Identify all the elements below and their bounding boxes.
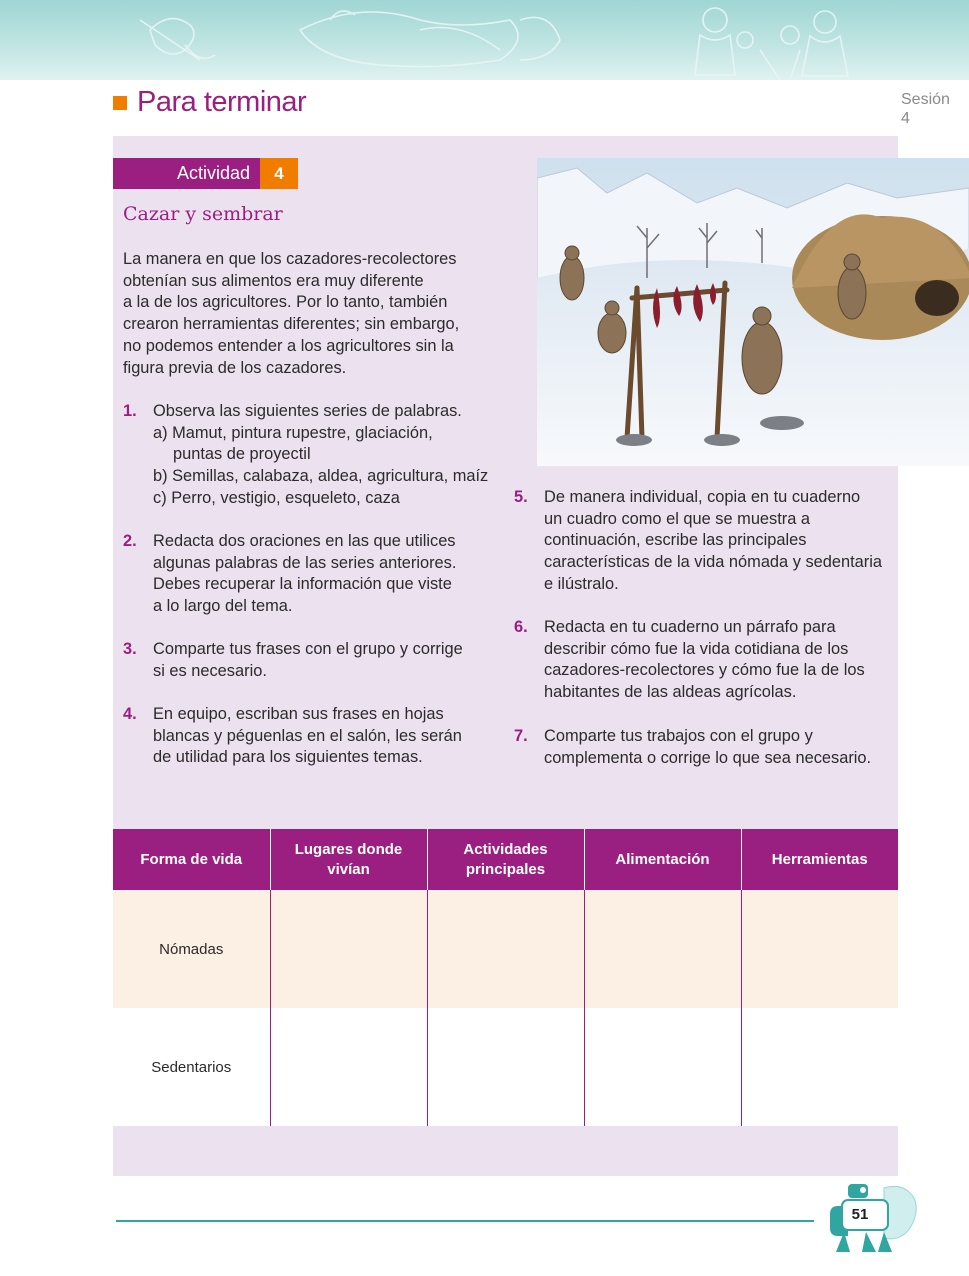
item-number: 1. bbox=[123, 402, 137, 420]
table-cell bbox=[270, 890, 427, 1008]
table-row bbox=[113, 890, 898, 1008]
item-number: 6. bbox=[514, 618, 528, 636]
intro-line: obtenían sus alimentos era muy diferente bbox=[123, 271, 424, 290]
item-line: describir cómo fue la vida cotidiana de los bbox=[544, 639, 849, 658]
item-line: a lo largo del tema. bbox=[153, 597, 293, 616]
item-line: habitantes de las aldeas agrícolas. bbox=[544, 683, 797, 702]
item-number: 3. bbox=[123, 640, 137, 658]
footer-divider bbox=[116, 1220, 814, 1222]
intro-line: a la de los agricultores. Por lo tanto, también bbox=[123, 293, 448, 312]
hunters-camp-illustration bbox=[537, 158, 969, 466]
comparison-table bbox=[113, 829, 898, 1126]
item-line: algunas palabras de las series anteriores. bbox=[153, 553, 457, 572]
session-number: 4 bbox=[901, 110, 910, 127]
page-number: 51 bbox=[851, 1206, 869, 1223]
item-line: Redacta en tu cuaderno un párrafo para bbox=[544, 618, 836, 636]
item-line: un cuadro como el que se muestra a bbox=[544, 509, 811, 528]
item-text bbox=[544, 617, 898, 704]
intro-paragraph bbox=[123, 249, 503, 379]
section-heading bbox=[113, 86, 306, 119]
item-line: De manera individual, copia en tu cuaderno bbox=[544, 488, 861, 506]
table-header-cell: Alimentación bbox=[584, 829, 741, 890]
section-square-icon bbox=[113, 96, 127, 110]
subitem-a: a) Mamut, pintura rupestre, glaciación, bbox=[153, 423, 433, 442]
table-cell bbox=[741, 890, 898, 1008]
item-line: Comparte tus trabajos con el grupo y bbox=[544, 727, 813, 745]
snow-camp-photo bbox=[537, 158, 969, 466]
intro-line: La manera en que los cazadores-recolectores bbox=[123, 250, 457, 268]
item-line: continuación, escribe las principales bbox=[544, 531, 807, 550]
subitem-b: b) Semillas, calabaza, aldea, agricultura, maíz bbox=[153, 467, 489, 486]
item-text bbox=[153, 704, 503, 769]
activity-number: 4 bbox=[260, 158, 298, 189]
table-header-cell: Lugares donde vivían bbox=[270, 829, 427, 890]
item-line: Comparte tus frases con el grupo y corrige bbox=[153, 640, 463, 658]
table-header-cell: Herramientas bbox=[741, 829, 898, 890]
table-cell bbox=[584, 1008, 741, 1126]
item-line: Observa las siguientes series de palabras. bbox=[153, 402, 462, 420]
item-line: complementa o corrige lo que sea necesario. bbox=[544, 748, 872, 767]
item-text bbox=[153, 531, 503, 618]
item-line: En equipo, escriban sus frases en hojas bbox=[153, 705, 444, 723]
item-line: de utilidad para los siguientes temas. bbox=[153, 748, 423, 767]
table-cell-label: Nómadas bbox=[113, 890, 270, 1008]
item-line: características de la vida nómada y sedentaria bbox=[544, 553, 883, 572]
table-row bbox=[113, 1008, 898, 1126]
table-header-cell: Forma de vida bbox=[113, 829, 270, 890]
session-label: Sesión bbox=[901, 91, 950, 108]
intro-line: figura previa de los cazadores. bbox=[123, 358, 347, 377]
item-number: 4. bbox=[123, 705, 137, 723]
intro-line: crearon herramientas diferentes; sin embargo, bbox=[123, 315, 460, 334]
intro-line: no podemos entender a los agricultores sin la bbox=[123, 336, 454, 355]
table-header-cell: Actividades principales bbox=[427, 829, 584, 890]
table-cell bbox=[427, 1008, 584, 1126]
item-line: si es necesario. bbox=[153, 661, 267, 680]
table-cell bbox=[427, 890, 584, 1008]
subitem-c: c) Perro, vestigio, esqueleto, caza bbox=[153, 488, 400, 507]
activity-tag bbox=[113, 158, 298, 189]
item-line: blancas y péguenlas en el salón, les serán bbox=[153, 726, 462, 745]
table-cell-label: Sedentarios bbox=[113, 1008, 270, 1126]
item-line: Debes recuperar la información que viste bbox=[153, 575, 452, 594]
table-cell bbox=[270, 1008, 427, 1126]
table-header-row bbox=[113, 829, 898, 890]
item-number: 5. bbox=[514, 488, 528, 506]
section-title: Para terminar bbox=[137, 86, 307, 118]
activity-title: Cazar y sembrar bbox=[123, 203, 283, 225]
item-line: Redacta dos oraciones en las que utilices bbox=[153, 532, 456, 550]
header-banner bbox=[0, 0, 969, 80]
item-text bbox=[544, 487, 898, 596]
item-line: cazadores-recolectores y cómo fue la de los bbox=[544, 661, 865, 680]
table-cell bbox=[584, 890, 741, 1008]
item-text bbox=[544, 726, 898, 769]
banner-illustration bbox=[0, 0, 969, 80]
table-cell bbox=[741, 1008, 898, 1126]
item-text bbox=[153, 639, 503, 682]
item-number: 7. bbox=[514, 727, 528, 745]
item-line: e ilústralo. bbox=[544, 574, 619, 593]
session-indicator bbox=[901, 90, 969, 128]
activity-label: Actividad bbox=[113, 158, 260, 189]
item-text bbox=[153, 401, 503, 510]
subitem-a-cont: puntas de proyectil bbox=[173, 445, 311, 464]
item-number: 2. bbox=[123, 532, 137, 550]
